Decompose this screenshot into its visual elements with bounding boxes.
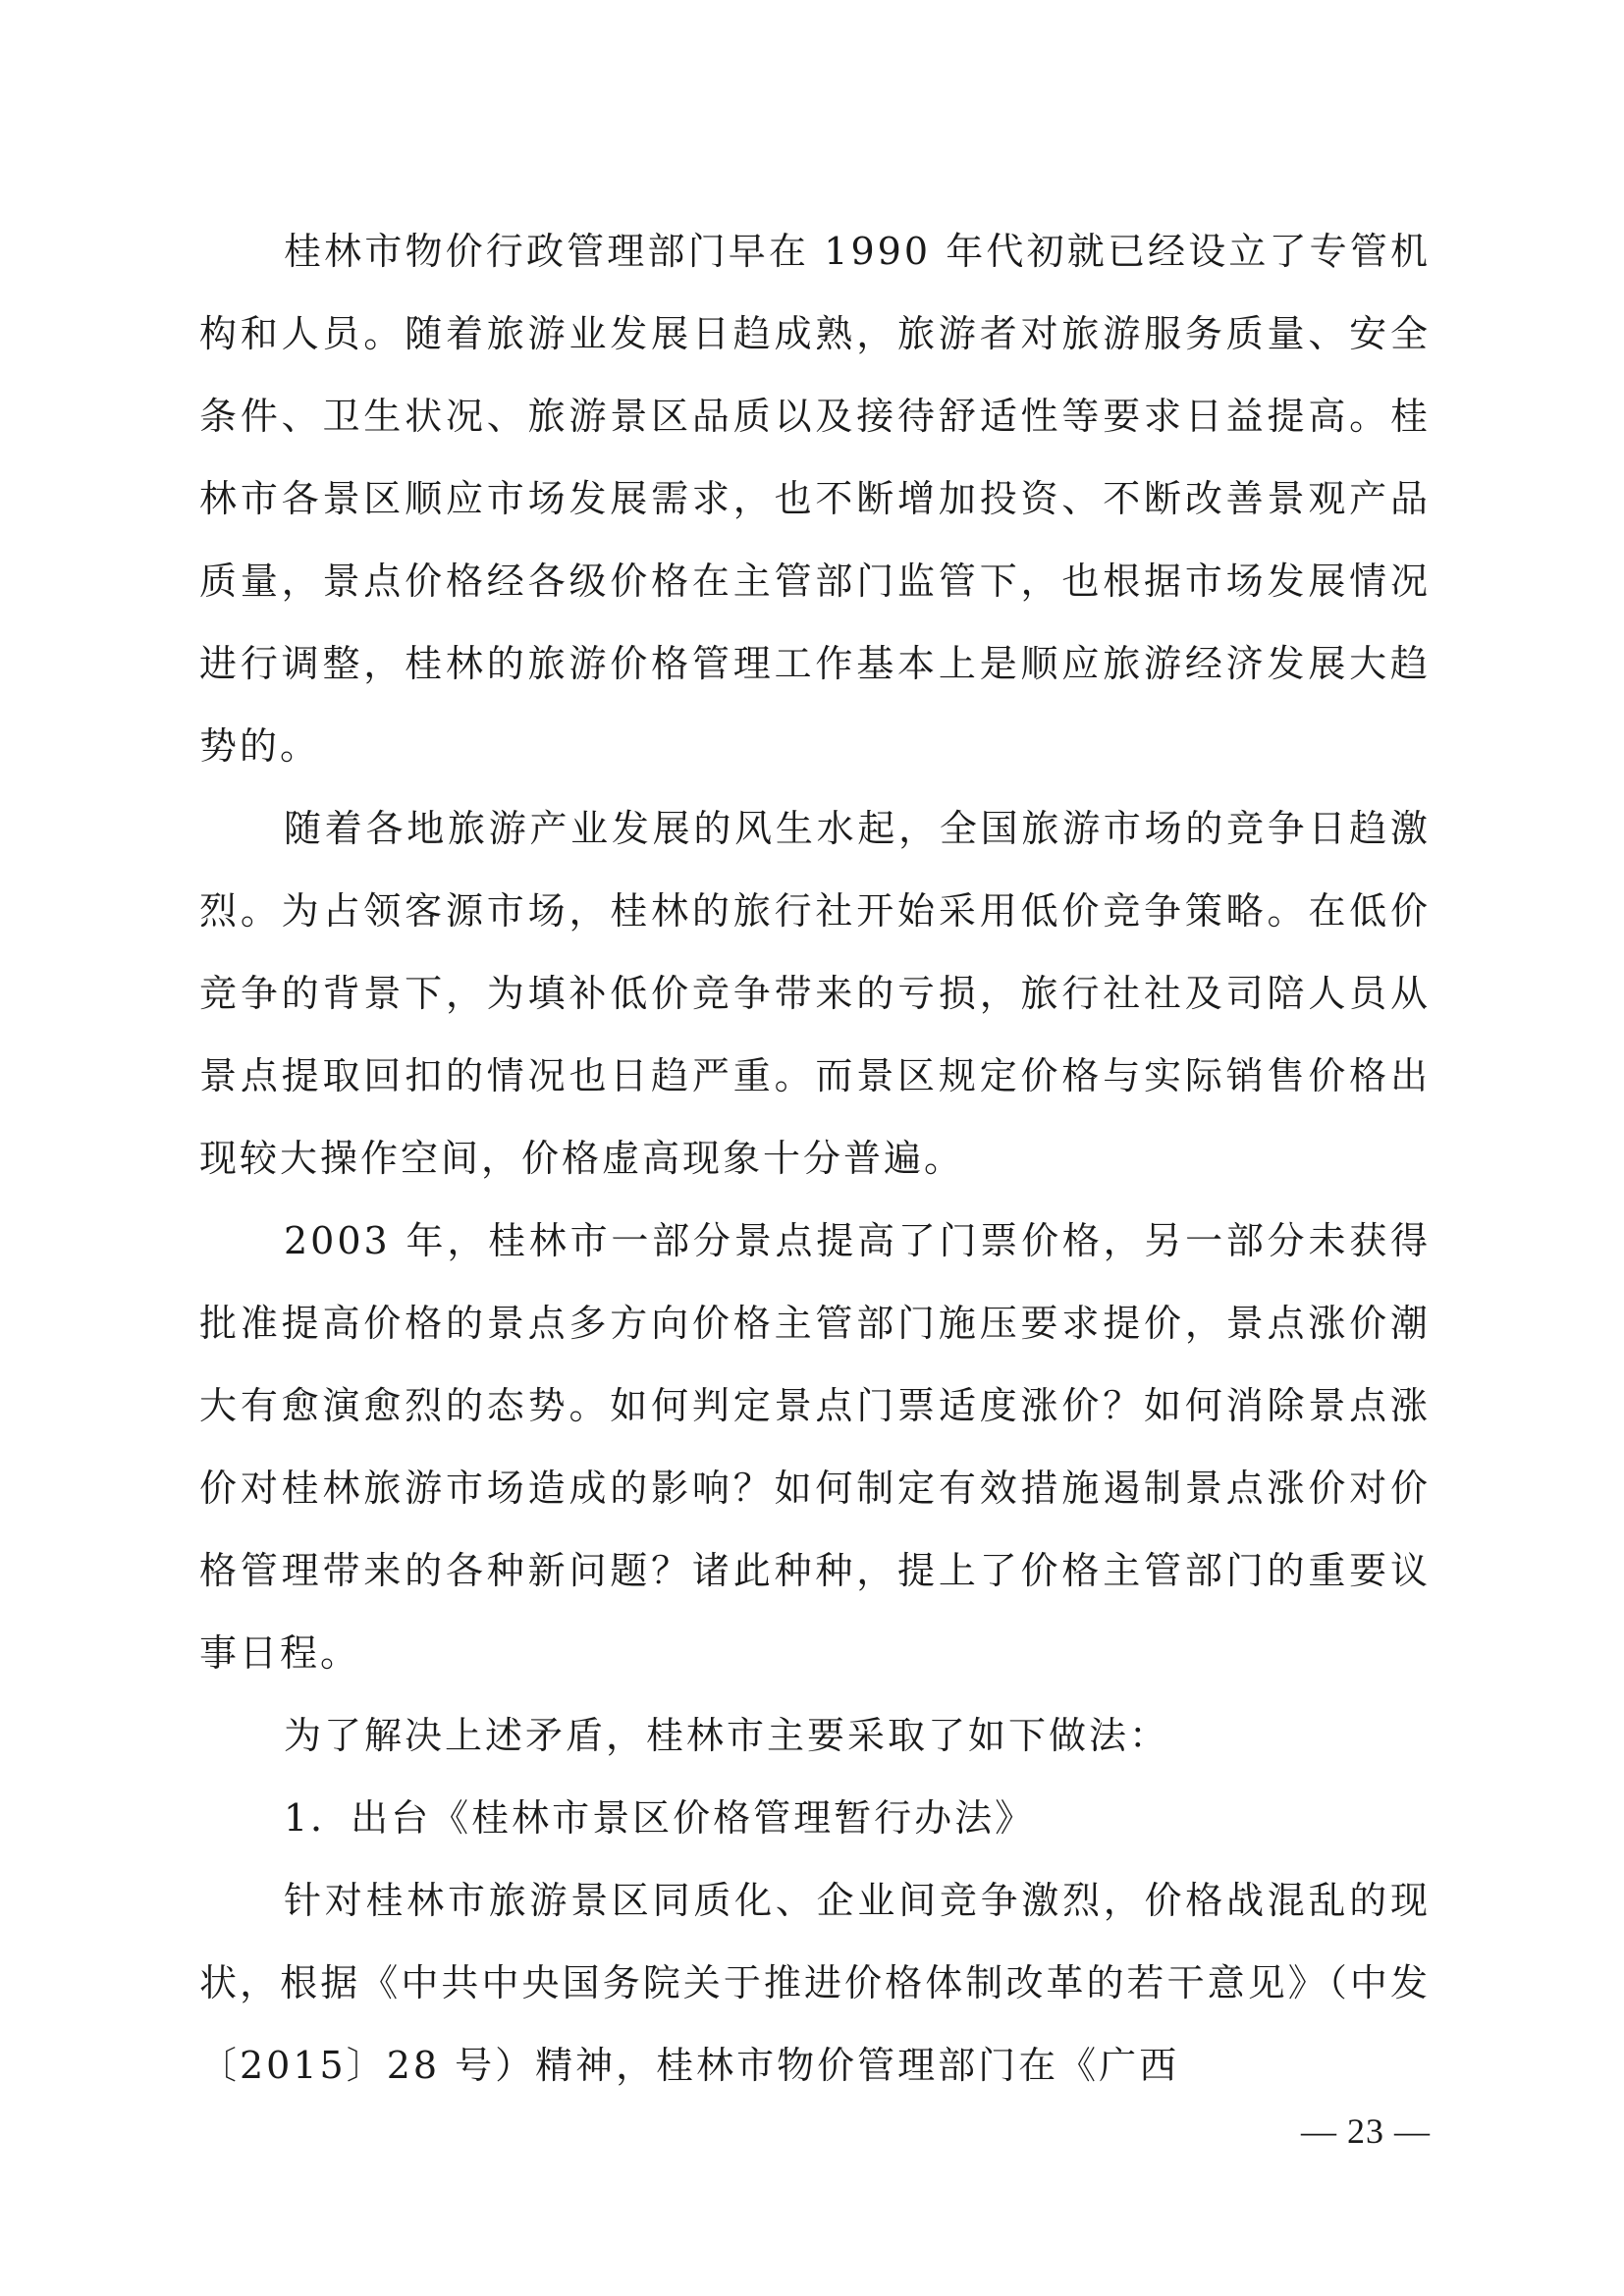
section-heading: 1．出台《桂林市景区价格管理暂行办法》 [284, 1796, 1036, 1840]
paragraph-1: 桂林市物价行政管理部门早在 1990 年代初就已经设立了专管机构和人员。随着旅游业发展日趋成熟，旅游者对旅游服务质量、安全条件、卫生状况、旅游景区品质以及接待舒适性等要求日益提高。桂林市各景区顺应市场发展需求，也不断增加投资、不断改善景观产品质量，景点价格经各级价格在主管部门监管下，也根据市场发展情况进行调整，桂林的旅游价格管理工作基本上是顺应旅游经济发展大趋势的。 [199, 230, 1431, 768]
paragraph-3: 2003 年，桂林市一部分景点提高了门票价格，另一部分未获得批准提高价格的景点多方向价格主管部门施压要求提价，景点涨价潮大有愈演愈烈的态势。如何判定景点门票适度涨价？如何消除景点涨价对桂林旅游市场造成的影响？如何制定有效措施遏制景点涨价对价格管理带来的各种新问题？诸此种种，提上了价格主管部门的重要议事日程。 [199, 1219, 1431, 1675]
paragraph-4: 为了解决上述矛盾，桂林市主要采取了如下做法： [284, 1714, 1170, 1757]
page-number: — 23 — [1301, 2111, 1431, 2151]
paragraph-2: 随着各地旅游产业发展的风生水起，全国旅游市场的竞争日趋激烈。为占领客源市场，桂林的旅行社开始采用低价竞争策略。在低价竞争的背景下，为填补低价竞争带来的亏损，旅行社社及司陪人员从景点提取回扣的情况也日趋严重。而景区规定价格与实际销售价格出现较大操作空间，价格虚高现象十分普遍。 [199, 807, 1431, 1180]
body-text [199, 210, 1431, 2107]
paragraph-5: 针对桂林市旅游景区同质化、企业间竞争激烈，价格战混乱的现状，根据《中共中央国务院关于推进价格体制改革的若干意见》（中发〔2015〕28 号）精神，桂林市物价管理部门在《广西 [199, 1879, 1431, 2087]
